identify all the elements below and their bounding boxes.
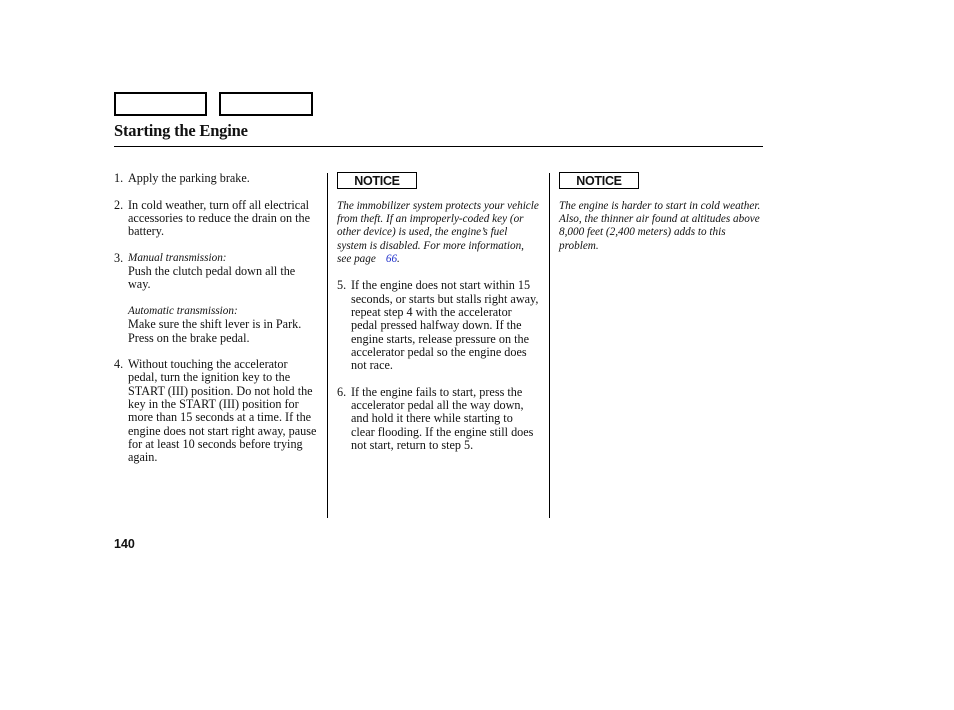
- step-5: [337, 279, 539, 372]
- step-4: [114, 358, 320, 464]
- step-number: 5.: [337, 278, 347, 293]
- step-number: 6.: [337, 384, 347, 399]
- step-text: If the engine does not start within 15 seconds, or starts but stalls right away, repeat step 4 with the accelerator pedal pressed halfway down. If the engine starts, release pressure on the accelerator pedal so the engine does not race.: [351, 278, 539, 373]
- step-number: 1.: [114, 171, 124, 185]
- notice-badge: NOTICE: [337, 172, 417, 189]
- page-number: 140: [114, 537, 135, 551]
- immobilizer-notice-text: [337, 200, 539, 266]
- step-3: [114, 252, 320, 345]
- column-divider-1: [327, 173, 328, 518]
- step-number: 3.: [114, 250, 124, 265]
- notice-text: The immobilizer system protects your vehicle from theft. If an improperly-coded key (or other device) is used, the engine’s fuel system is disabled. For more information, see page: [337, 200, 539, 265]
- cold-weather-notice-text: The engine is harder to start in cold weather. Also, the thinner air found at altitudes above 8,000 feet (2,400 meters) adds to this problem.: [559, 200, 761, 252]
- step-text: If the engine fails to start, press the accelerator pedal all the way down, and hold it there while starting to clear flooding. If the engine still does not start, return to step 5.: [351, 384, 534, 452]
- automatic-transmission-label: Automatic transmission:: [128, 304, 238, 317]
- column-2: [337, 172, 539, 465]
- step-number: 4.: [114, 357, 124, 372]
- page-link[interactable]: 66: [385, 252, 398, 265]
- manual-transmission-text: Push the clutch pedal down all the way.: [128, 264, 296, 292]
- step-1: [114, 172, 320, 185]
- column-3: [559, 172, 763, 253]
- notice-end: .: [397, 252, 400, 265]
- nav-tab-box-2[interactable]: [219, 92, 313, 116]
- column-1: [114, 172, 320, 478]
- nav-tab-box-1[interactable]: [114, 92, 207, 116]
- step-2: [114, 199, 320, 239]
- title-divider: [114, 146, 763, 147]
- notice-badge: NOTICE: [559, 172, 639, 189]
- step-number: 2.: [114, 197, 124, 212]
- automatic-transmission-text: Make sure the shift lever is in Park. Press on the brake pedal.: [128, 317, 302, 345]
- step-text: In cold weather, turn off all electrical accessories to reduce the drain on the battery.: [128, 197, 311, 239]
- manual-transmission-label: Manual transmission:: [128, 251, 227, 264]
- page-title: Starting the Engine: [114, 121, 248, 140]
- step-6: [337, 386, 539, 452]
- step-text: Apply the parking brake.: [128, 171, 250, 185]
- column-divider-2: [549, 173, 550, 518]
- step-text: Without touching the accelerator pedal, turn the ignition key to the START (III) position. Do not hold the key in the START (III) position for more than 15 seconds at a time. If the engine does not start right away, pause for at least 10 seconds before trying again.: [128, 357, 317, 465]
